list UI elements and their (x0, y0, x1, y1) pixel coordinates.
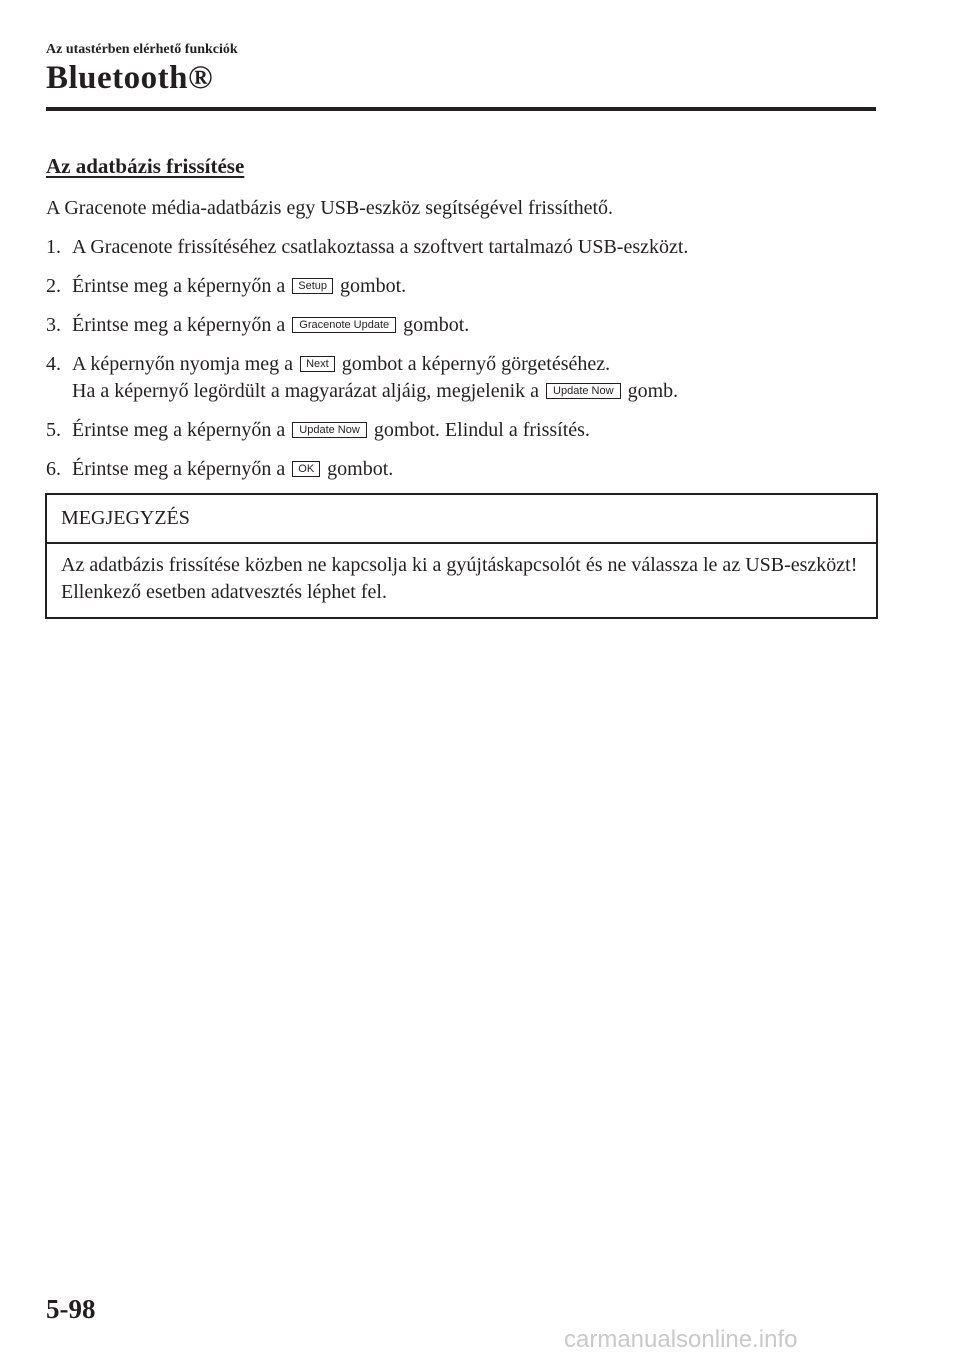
step-text: Ha a képernyő legördült a magyarázat aljáig, megjelenik a (72, 380, 540, 403)
gracenote-update-button-glyph: Gracenote Update (292, 317, 396, 333)
step-text: A Gracenote frissítéséhez csatlakoztassa a szoftvert tartalmazó USB-eszközt. (72, 236, 689, 259)
page-title: Bluetooth® (46, 60, 214, 96)
step-text: A képernyőn nyomja meg a (72, 353, 294, 376)
step-number: 1. (46, 236, 61, 259)
update-now-button-glyph: Update Now (546, 383, 621, 399)
step-number: 4. (46, 353, 61, 376)
section-kicker: Az utastérben elérhető funkciók (46, 42, 238, 57)
step-item (46, 312, 876, 339)
note-heading: MEGJEGYZÉS (47, 495, 876, 544)
watermark: carmanualsonline.info (564, 1326, 798, 1353)
step-item (46, 234, 876, 261)
step-number: 5. (46, 419, 61, 442)
steps-list (46, 234, 876, 483)
ok-button-glyph: OK (292, 461, 320, 477)
step-item (46, 417, 876, 444)
step-number: 6. (46, 458, 61, 481)
title-rule (46, 107, 876, 111)
step-item (46, 273, 876, 300)
update-now-button-glyph: Update Now (292, 422, 367, 438)
step-text: gombot. (327, 458, 394, 481)
setup-button-glyph: Setup (292, 278, 333, 294)
step-text: gombot. (340, 275, 407, 298)
step-text: gombot. (403, 314, 470, 337)
next-button-glyph: Next (300, 356, 335, 372)
step-text: gombot a képernyő görgetéséhez. (341, 353, 611, 376)
step-text: gomb. (627, 380, 679, 403)
step-text: Érintse meg a képernyőn a (72, 419, 286, 442)
step-text: gombot. Elindul a frissítés. (373, 419, 590, 442)
section-heading: Az adatbázis frissítése (46, 154, 245, 178)
step-item (46, 456, 876, 483)
note-text: Az adatbázis frissítése közben ne kapcsolja ki a gyújtáskapcsolót és ne válassza le az USB-eszközt! Ellenkező esetben adatvesztés léphet fel. (61, 554, 858, 603)
page-number: 5-98 (46, 1294, 96, 1324)
step-number: 2. (46, 275, 61, 298)
intro-paragraph: A Gracenote média-adatbázis egy USB-eszköz segítségével frissíthető. (46, 197, 614, 220)
step-text: Érintse meg a képernyőn a (72, 314, 286, 337)
step-text: Érintse meg a képernyőn a (72, 458, 286, 481)
step-item (46, 351, 876, 405)
main-content (46, 152, 876, 495)
step-number: 3. (46, 314, 61, 337)
step-text: Érintse meg a képernyőn a (72, 275, 286, 298)
note-box (45, 493, 878, 619)
